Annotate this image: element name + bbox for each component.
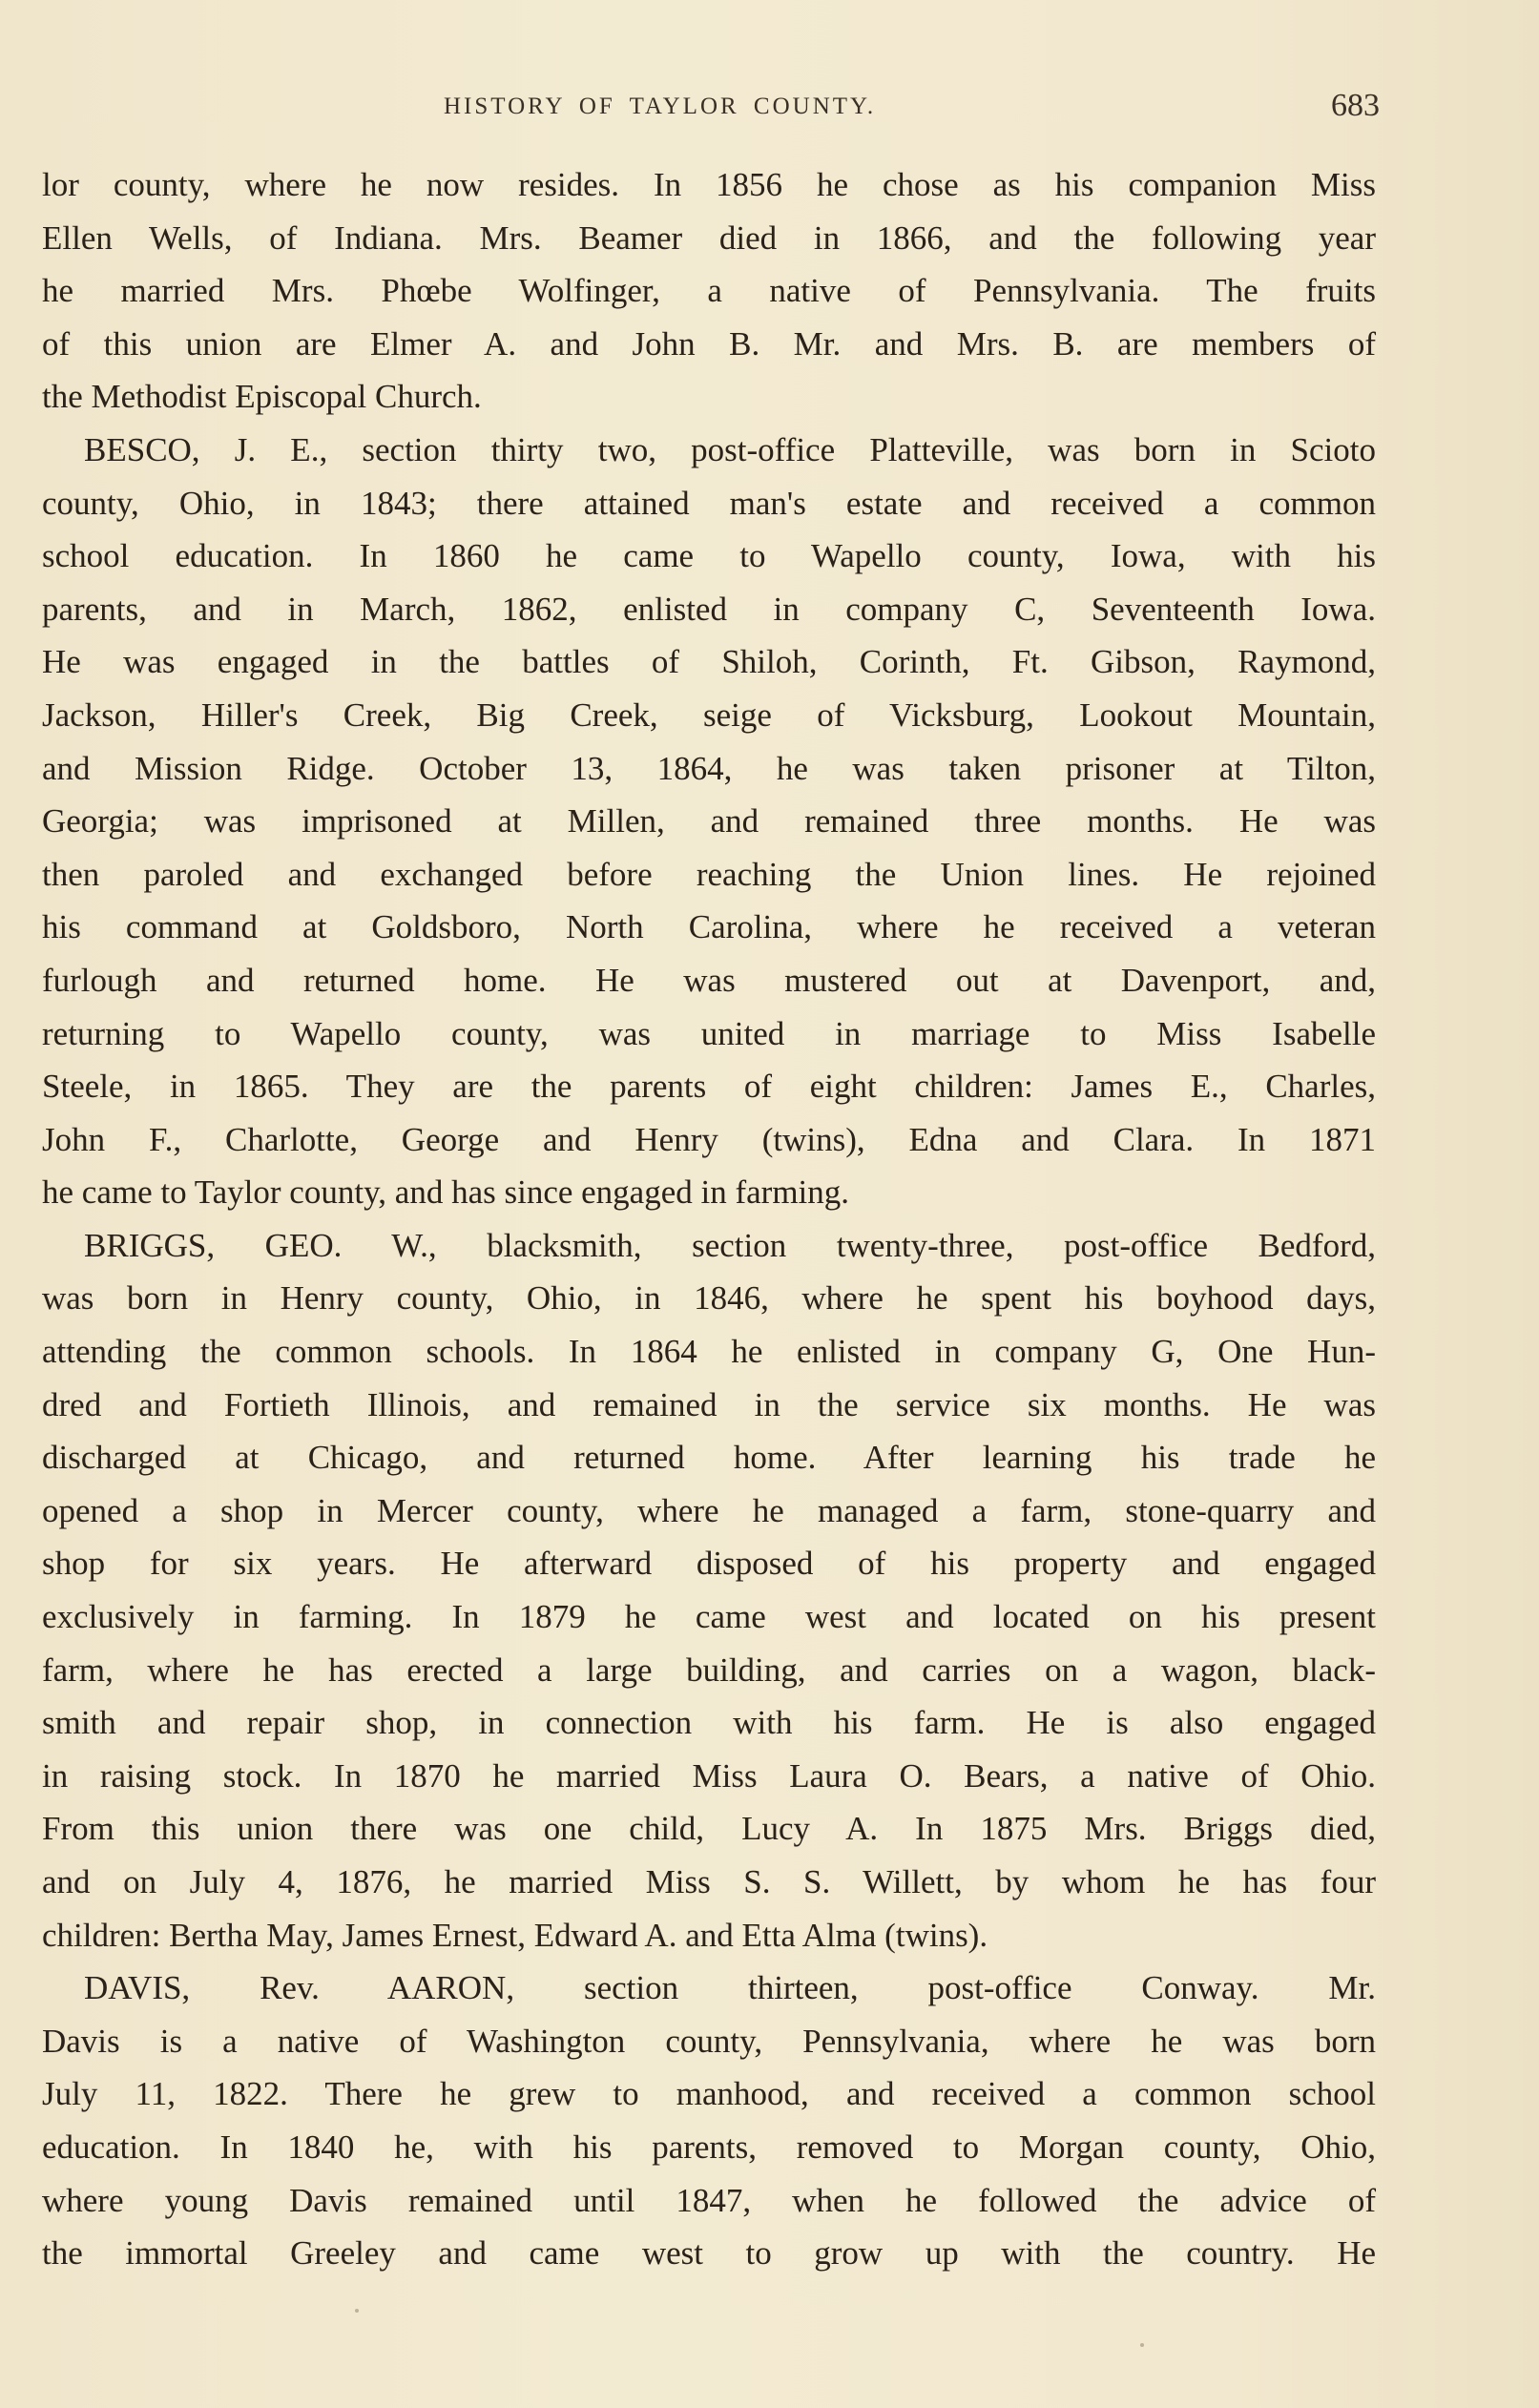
text-line: then paroled and exchanged before reaching the Union lines. He rejoined <box>42 855 1376 893</box>
text-line: children: Bertha May, James Ernest, Edward A. and Etta Alma (twins). <box>42 1916 988 1954</box>
text-line: of this union are Elmer A. and John B. Mr. and Mrs. B. are members of <box>42 324 1376 363</box>
text-line: he came to Taylor county, and has since engaged in farming. <box>42 1173 850 1212</box>
text-line: was born in Henry county, Ohio, in 1846, where he spent his boyhood days, <box>42 1279 1376 1318</box>
text-line: He was engaged in the battles of Shiloh, Corinth, Ft. Gibson, Raymond, <box>42 643 1376 681</box>
text-line: school education. In 1860 he came to Wapello county, Iowa, with his <box>42 537 1376 575</box>
text-line: Steele, in 1865. They are the parents of eight children: James E., Charles, <box>42 1068 1376 1106</box>
running-head: HISTORY OF TAYLOR COUNTY. <box>444 93 877 119</box>
body-text <box>42 158 1376 2280</box>
entry-start-besco: BESCO, J. E., section thirty two, post-office Platteville, was born in Scioto <box>84 430 1376 468</box>
text-line: his command at Goldsboro, North Carolina, where he received a veteran <box>42 908 1376 946</box>
paper-speck <box>355 2309 359 2313</box>
text-line: Georgia; was imprisoned at Millen, and remained three months. He was <box>42 802 1376 841</box>
text-line: Ellen Wells, of Indiana. Mrs. Beamer died in 1866, and the following year <box>42 218 1376 257</box>
text-line: exclusively in farming. In 1879 he came west and located on his present <box>42 1598 1376 1636</box>
text-line: attending the common schools. In 1864 he enlisted in company G, One Hun- <box>42 1333 1376 1371</box>
paper-speck <box>1140 2343 1144 2347</box>
text-line: returning to Wapello county, was united in marriage to Miss Isabelle <box>42 1014 1376 1052</box>
text-line: county, Ohio, in 1843; there attained man's estate and received a common <box>42 484 1376 522</box>
text-line: and on July 4, 1876, he married Miss S. S. Willett, by whom he has four <box>42 1863 1376 1900</box>
text-line: Jackson, Hiller's Creek, Big Creek, seige of Vicksburg, Lookout Mountain, <box>42 695 1376 734</box>
text-line: dred and Fortieth Illinois, and remained in the service six months. He was <box>42 1385 1376 1423</box>
text-line: discharged at Chicago, and returned home. After learning his trade he <box>42 1439 1376 1477</box>
text-line: John F., Charlotte, George and Henry (twins), Edna and Clara. In 1871 <box>42 1120 1376 1158</box>
text-line: parents, and in March, 1862, enlisted in company C, Seventeenth Iowa. <box>42 590 1376 628</box>
text-line: education. In 1840 he, with his parents, removed to Morgan county, Ohio, <box>42 2128 1376 2166</box>
text-line: in raising stock. In 1870 he married Miss Laura O. Bears, a native of Ohio. <box>42 1756 1376 1795</box>
text-line: smith and repair shop, in connection with his farm. He is also engaged <box>42 1704 1376 1742</box>
text-line: lor county, where he now resides. In 1856 he chose as his companion Miss <box>42 166 1376 203</box>
text-line: farm, where he has erected a large building, and carries on a wagon, black- <box>42 1650 1376 1689</box>
text-line: From this union there was one child, Lucy A. In 1875 Mrs. Briggs died, <box>42 1810 1376 1848</box>
text-line: the immortal Greeley and came west to grow up with the country. He <box>42 2234 1376 2273</box>
entry-start-davis: DAVIS, Rev. AARON, section thirteen, post-office Conway. Mr. <box>84 1969 1376 2007</box>
text-line: July 11, 1822. There he grew to manhood, and received a common school <box>42 2075 1376 2113</box>
page-number: 683 <box>1331 88 1380 123</box>
entry-start-briggs: BRIGGS, GEO. W., blacksmith, section twenty-three, post-office Bedford, <box>84 1226 1376 1264</box>
text-line: furlough and returned home. He was mustered out at Davenport, and, <box>42 961 1376 999</box>
text-line: and Mission Ridge. October 13, 1864, he was taken prisoner at Tilton, <box>42 749 1376 787</box>
text-line: Davis is a native of Washington county, Pennsylvania, where he was born <box>42 2022 1376 2060</box>
text-line: where young Davis remained until 1847, when he followed the advice of <box>42 2181 1376 2219</box>
text-line: shop for six years. He afterward disposed of his property and engaged <box>42 1545 1376 1583</box>
page-header <box>0 88 1539 126</box>
text-line: opened a shop in Mercer county, where he managed a farm, stone-quarry and <box>42 1491 1376 1529</box>
text-line: he married Mrs. Phœbe Wolfinger, a native of Pennsylvania. The fruits <box>42 272 1376 310</box>
text-line: the Methodist Episcopal Church. <box>42 378 482 416</box>
